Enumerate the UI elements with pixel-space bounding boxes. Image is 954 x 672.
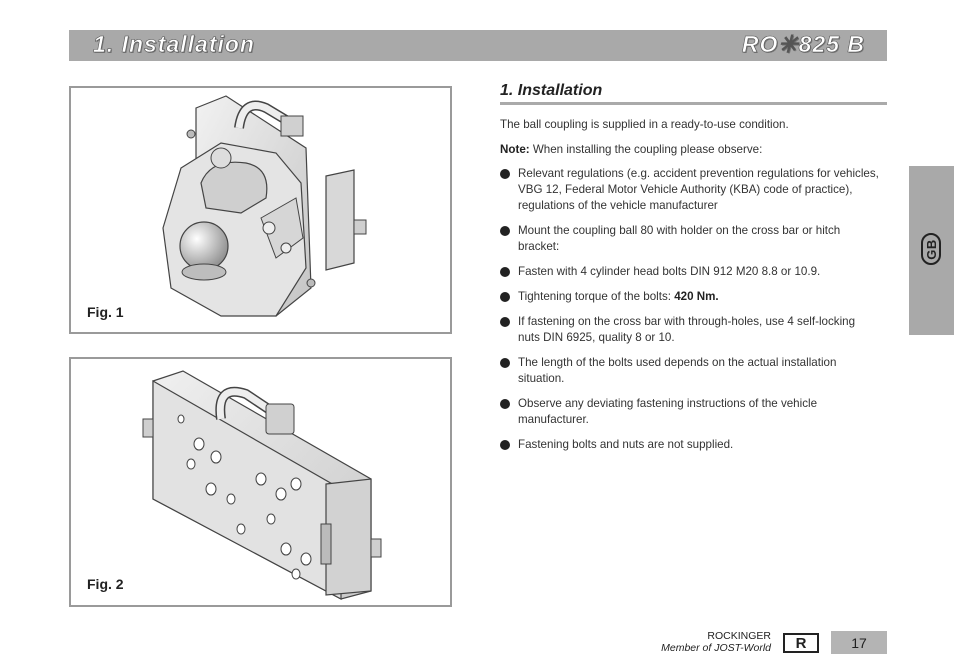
figure-1 [69,86,452,334]
header-bar [69,30,887,61]
figure-2-label: Fig. 2 [87,576,124,592]
list-item: Fastening bolts and nuts are not supplied. [500,437,880,453]
bullet-icon [500,358,510,368]
list-item: The length of the bolts used depends on the actual installation situation. [500,355,880,387]
section-title: 1. Installation [500,82,887,105]
bullet-icon [500,292,510,302]
coupling-illustration-1 [71,88,450,332]
language-label: GB [923,238,939,260]
coupling-illustration-2 [71,359,450,605]
bullet-icon [500,317,510,327]
company-name: ROCKINGER [707,630,771,642]
note-body: When installing the coupling please observe: [529,143,763,156]
intro-text: The ball coupling is supplied in a ready-to-use condition. [500,118,789,131]
page-number: 17 [831,631,887,654]
figure-2 [69,357,452,607]
header-model: RO✳825 B [741,31,865,57]
rockinger-logo-icon: R [783,633,819,653]
bullet-icon [500,267,510,277]
language-tab [909,166,954,335]
note-text [500,142,890,158]
torque-value: 420 Nm. [674,290,719,303]
bullet-icon [500,399,510,409]
note-label: Note: [500,143,530,156]
list-item: If fastening on the cross bar with through-holes, use 4 self-locking nuts DIN 6925, quality 8 or 10. [500,314,880,346]
member-text: Member of JOST-World [661,642,771,654]
list-item: Tightening torque of the bolts: 420 Nm. [500,289,880,305]
header-title: 1. Installation [93,31,255,57]
list-item: Observe any deviating fastening instructions of the vehicle manufacturer. [500,396,880,428]
figure-1-label: Fig. 1 [87,304,124,320]
list-item: Fasten with 4 cylinder head bolts DIN 912 M20 8.8 or 10.9. [500,264,880,280]
bullet-icon [500,440,510,450]
footer-brand [640,630,771,654]
list-item: Relevant regulations (e.g. accident prevention regulations for vehicles, VBG 12, Federal Motor Vehicle Authority (KBA) code of practice), regulations of the vehicle manufacturer [500,166,880,214]
language-badge [921,233,941,265]
list-item: Mount the coupling ball 80 with holder on the cross bar or hitch bracket: [500,223,880,255]
bullet-icon [500,169,510,179]
bullet-icon [500,226,510,236]
instruction-list [500,166,880,462]
